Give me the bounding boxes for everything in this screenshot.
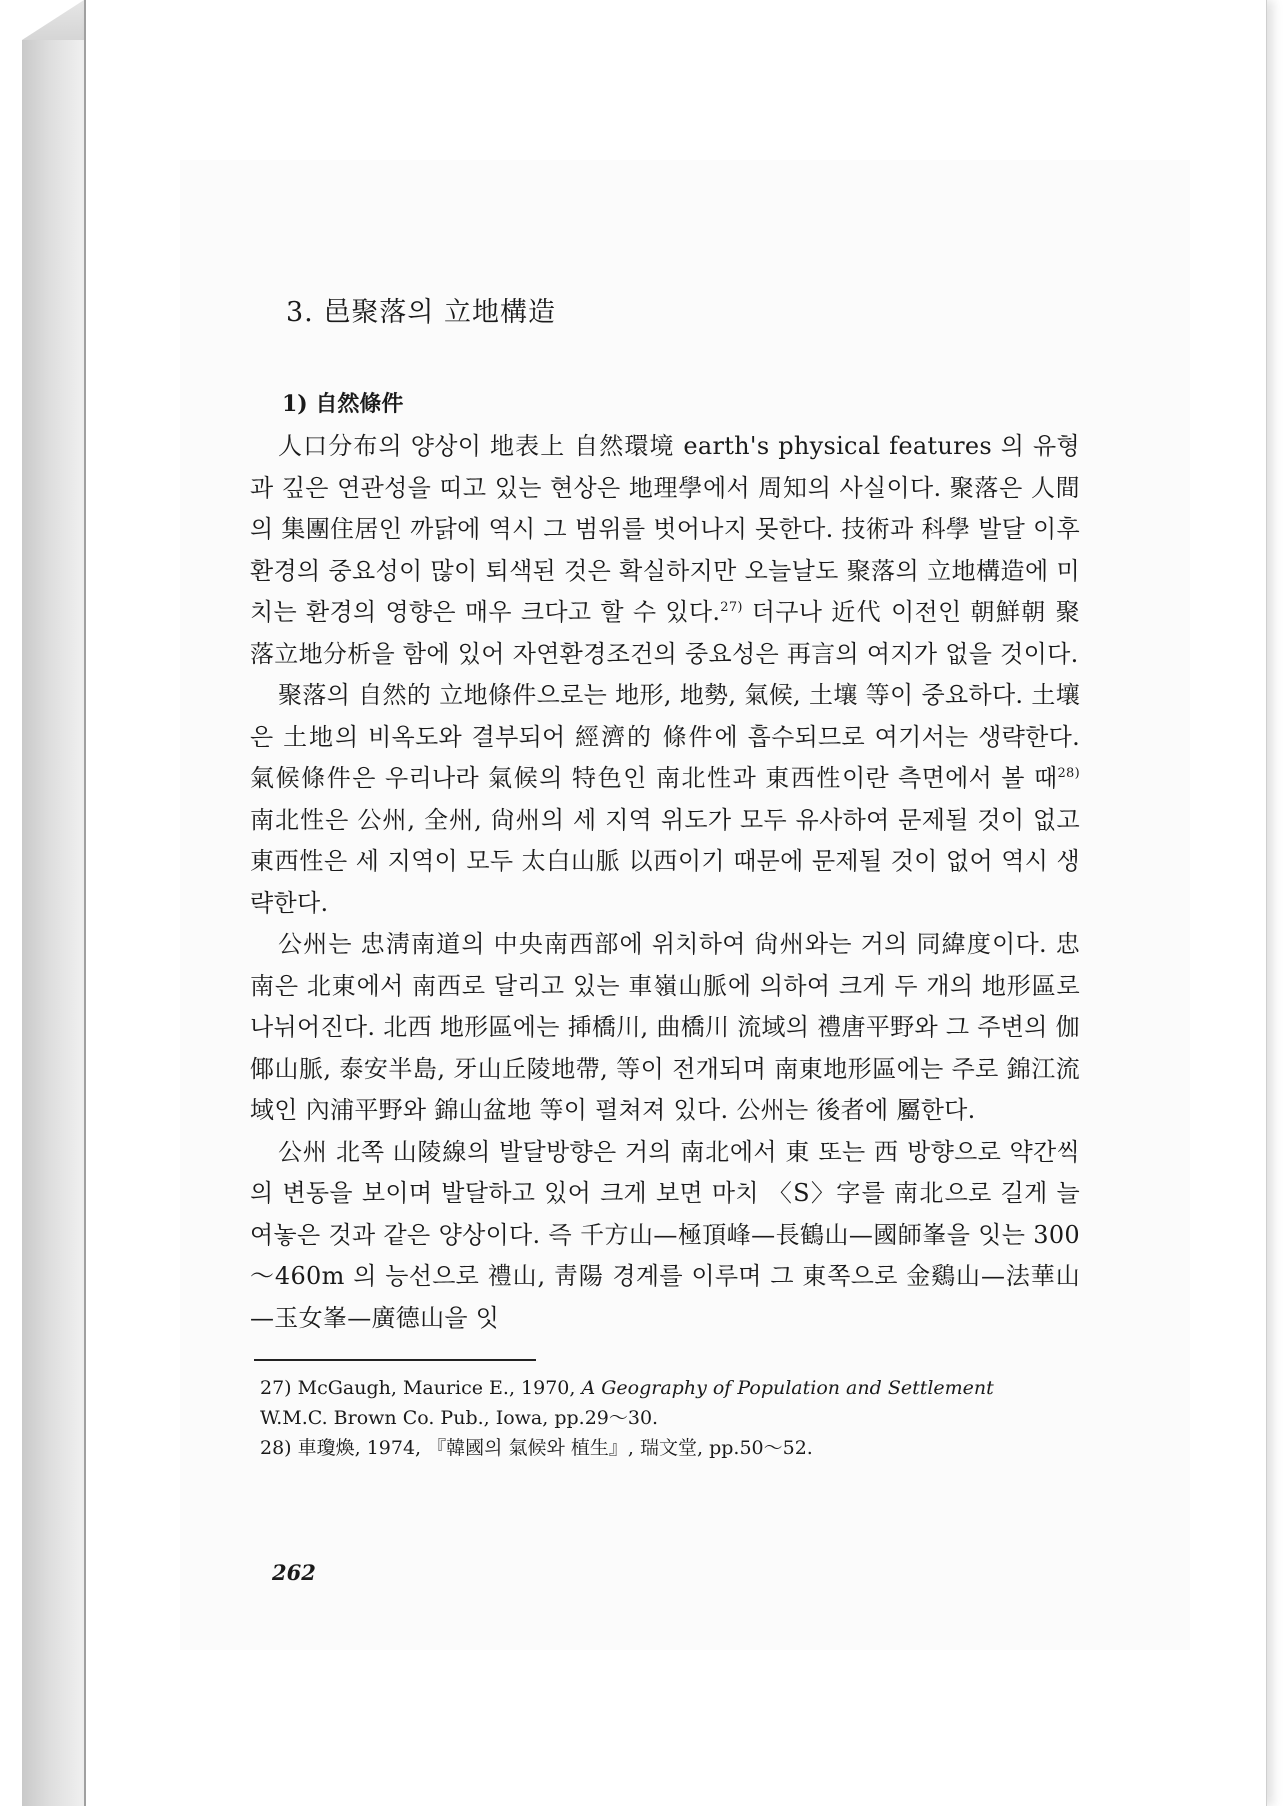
paragraph [250,924,1080,1132]
paragraph-text: 聚落의 自然的 立地條件으로는 地形, 地勢, 氣候, 土壤 等이 중요하다. 土壤은 土地의 비옥도와 결부되어 經濟的 條件에 흡수되므로 여기서는 생략한다. 氣候條件은 우리나라 氣候의 特色인 南北性과 東西性이란 측면에서 볼 때 [250,681,1080,792]
footnotes [250,1375,1080,1462]
paragraph-text-continued: 더구나 近代 이전인 朝鮮朝 聚落立地分析을 함에 있어 자연환경조건의 중요성은 再言의 여지가 없을 것이다. [250,598,1080,668]
footnote-reference: 27) [720,600,743,615]
footnote-book-title: A Geography of Population and Settlement [581,1377,994,1399]
book-top-edge [22,0,84,40]
paragraph [250,426,1080,675]
footnote-lead: 27) McGaugh, Maurice E., 1970, [260,1377,582,1399]
paragraph-text: 公州 北쪽 山陵線의 발달방향은 거의 南北에서 東 또는 西 방향으로 약간씩의 변동을 보이며 발달하고 있어 크게 보면 마치 〈S〉字를 南北으로 길게 늘여놓은 것과 같은 양상이다. 즉 千方山—極頂峰—長鶴山—國師峯을 잇는 300～460m 의 능선으로 禮山, 靑陽 경계를 이루며 그 東쪽으로 金鷄山—法華山—玉女峯—廣德山을 잇 [250,1137,1080,1332]
subsection-title: 1) 自然條件 [282,391,404,417]
page-number: 262 [272,1560,316,1585]
page-content [250,290,1080,1465]
footnote-reference: 28) [1057,766,1080,781]
footnote-divider [254,1359,536,1361]
body-text [250,426,1080,1339]
paragraph [250,1132,1080,1340]
paragraph-text: 公州는 忠淸南道의 中央南西部에 위치하여 尙州와는 거의 同緯度이다. 忠南은 北東에서 南西로 달리고 있는 車嶺山脈에 의하여 크게 두 개의 地形區로 나뉘어진다. 北西 地形區에는 揷橋川, 曲橋川 流域의 禮唐平野와 그 주변의 伽倻山脈, 泰安半島, 牙山丘陵地帶, 等이 전개되며 南東地形區에는 주로 錦江流域인 內浦平野와 錦山盆地 等이 펼쳐져 있다. 公州는 後者에 屬한다. [250,930,1080,1124]
paragraph-text-continued: 南北性은 公州, 全州, 尙州의 세 지역 위도가 모두 유사하여 문제될 것이 없고 東西性은 세 지역이 모두 太白山脈 以西이기 때문에 문제될 것이 없어 역시 생략한다. [250,805,1080,917]
paragraph [250,675,1080,924]
section-title: 3. 邑聚落의 立地構造 [286,297,557,328]
footnote: 28) 車瓊煥, 1974, 『韓國의 氣候와 植生』, 瑞文堂, pp.50～52. [260,1437,813,1459]
footnote-continuation: W.M.C. Brown Co. Pub., Iowa, pp.29～30. [260,1407,659,1429]
paragraph-text: 人口分布의 양상이 地表上 自然環境 earth's physical features 의 유형과 깊은 연관성을 띠고 있는 현상은 地理學에서 周知의 사실이다. 聚落은 人間의 集團住居인 까닭에 역시 그 범위를 벗어나지 못한다. 技術과 科學 발달 이후 환경의 중요성이 많이 퇴색된 것은 확실하지만 오늘날도 聚落의 立地構造에 미치는 환경의 영향은 매우 크다고 할 수 있다. [250,432,1080,626]
footnote [260,1375,1080,1402]
book-spine [22,40,84,1806]
